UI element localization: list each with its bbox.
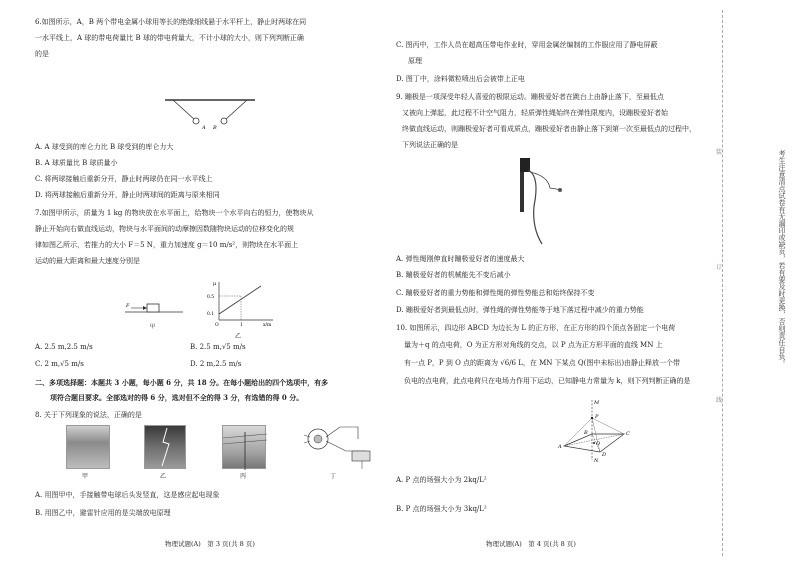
q6-option-d: D. 将两球接触后重新分开，静止时两球间的距离与原来相同	[35, 191, 220, 199]
q8-option-d: D. 图丁中，涂料微粒喷出后会被带上正电	[396, 75, 525, 83]
binding-dashed-line	[722, 10, 723, 556]
q10-label-p: P	[595, 414, 599, 420]
q10-label-o: O	[596, 441, 601, 447]
page-footer-4: 物理试题(A) 第 4 页(共 8 页)	[486, 540, 576, 548]
q7-option-d: D. 2 m,2.5 m/s	[190, 360, 242, 368]
q9-option-d: D. 蹦极爱好者到最低点时，弹性绳的弹性势能等于地下落过程中减少的重力势能	[396, 306, 644, 314]
q6-line: 6.如图所示，A，B 两个带电金属小球用等长的绝缘细线悬于水平杆上，静止时两球在同	[35, 18, 307, 26]
q6-option-b: B. A 球质量比 B 球质量小	[35, 159, 118, 167]
q10-option-a: A. P 点的场强大小为 2kq/L²	[396, 476, 487, 484]
q7-line: 运动的最大距离和最大速度分别是	[35, 257, 140, 265]
q10-line: 10. 如图所示，四边形 ABCD 为边长为 L 的正方形，在正方形的四个顶点各固定一个电荷	[396, 324, 676, 332]
q7-label-1: 1	[240, 323, 243, 328]
photo-yi-lightning	[144, 425, 186, 469]
q8-option-c: C. 图丙中，工作人员在超高压带电作业时，穿用金属丝编制的工作服应用了静电屏蔽	[396, 41, 658, 49]
binding-mark-xian: 线	[716, 397, 723, 404]
q6-figure	[165, 98, 255, 132]
q7-line: 7.如图甲所示，质量为 1 kg 的物块放在水平面上，给物块一个水平向右的恒力，使物块从	[35, 209, 314, 217]
q8-option-a: A. 用图甲中，手接触带电球后头发竖直，这是感应起电现象	[35, 491, 220, 499]
q10-label-n: N	[594, 458, 599, 464]
q7-label-yi: 乙	[235, 333, 242, 340]
q9-option-b: B. 蹦极爱好者的机械能先不变后减小	[396, 271, 511, 279]
q9-line: 又被向上弹起，此过程不计空气阻力，轻质弹性绳始终在弹性限度内，设蹦极爱好者始	[402, 109, 668, 117]
q7-option-b: B. 2.5 m,√5 m/s	[190, 343, 246, 351]
q7-label-mu: μ	[213, 281, 217, 287]
photo-jia	[66, 425, 110, 469]
q8-option-b: B. 用图乙中，避雷针应用的是尖端放电原理	[35, 509, 171, 517]
q7-option-a: A. 2.5 m,2.5 m/s	[35, 343, 93, 351]
q7-option-c: C. 2 m,√5 m/s	[35, 360, 84, 368]
section-2-heading: 项符合题目要求。全部选对的得 6 分，选对但不全的得 3 分，有选错的得 0 分。	[50, 393, 304, 402]
q7-figure-jia	[125, 298, 185, 330]
q7-label-o: O	[215, 323, 219, 328]
q9-option-a: A. 弹性绳刚伸直时蹦极爱好者的速度最大	[396, 255, 525, 263]
q6-option-a: A. A 球受到的库仑力比 B 球受到的库仑力大	[35, 143, 174, 151]
q10-line: 量为＋q 的点电荷，O 为正方形对角线的交点，以 P 点为正方形平面的直线 MN 上	[404, 341, 663, 349]
q9-option-c: C. 蹦极爱好者的重力势能和弹性绳的弹性势能总和始终保持不变	[396, 289, 595, 297]
q8-label-jia: 甲	[82, 473, 89, 480]
q6-label-a: A	[202, 125, 206, 131]
q7-label-05: 0.5	[207, 295, 215, 300]
photo-ding-diagram	[296, 423, 378, 473]
q9-line: 下列说法正确的是	[402, 141, 458, 149]
q9-bungee-figure	[520, 156, 568, 246]
section-2-heading: 二、多项选择题：本题共 3 小题，每小题 6 分，共 18 分。在每小题给出的四个选项中，有多	[35, 378, 329, 387]
q8-label-ding: 丁	[330, 473, 337, 480]
page-footer-3: 物理试题(A) 第 3 页(共 8 页)	[165, 540, 255, 548]
q7-figure-yi	[205, 280, 275, 332]
exam-notice: 考生注意清点试卷有无漏印或缺页，若有要及时更换，否则责任自负。	[778, 150, 786, 367]
q9-line: 终做直线运动，则蹦极爱好者可看成质点，蹦极爱好者由静止落下到第一次至最低点的过程中，	[402, 125, 696, 133]
q10-line: 有一点 P，P 到 O 点的距离为 √6/6 L，在 MN 下某点 Q(图中未标出)由静止释放一个带	[404, 359, 681, 367]
q10-option-b: B. P 点的场强大小为 3kq/L²	[396, 505, 487, 513]
q6-line: 一水平线上，A 球的带电荷量比 B 球的带电荷量大，不计小球的大小，则下列判断正确	[35, 34, 304, 42]
q7-line: 静止开始向右做直线运动，物块与水平面间的动摩擦因数随物块运动的位移变化的规	[35, 225, 294, 233]
q7-label-f: F	[126, 303, 130, 309]
q8-label-bing: 丙	[240, 473, 247, 480]
q6-line: 的是	[35, 50, 49, 58]
q7-label-x: x/m	[263, 323, 272, 328]
q9-line: 9. 蹦极是一项深受年轻人喜爱的极限运动。蹦极爱好者在跳台上由静止落下，至最低点	[396, 93, 664, 101]
q10-line: 负电的点电荷，此点电荷只在电场力作用下运动，已知静电力常量为 k，则下列判断正确的是	[404, 377, 691, 385]
page-4	[390, 0, 723, 566]
q10-label-m: M	[594, 400, 600, 406]
q7-line: 律如图乙所示，若推力的大小 F＝5 N，重力加速度 g＝10 m/s²，则物块在水平面上	[35, 241, 299, 249]
q6-option-c: C. 将两球接触后重新分开，静止时两球仍在同一水平线上	[35, 175, 213, 183]
q10-figure	[550, 396, 640, 464]
photo-bing	[222, 425, 266, 469]
q10-label-a: A	[558, 444, 562, 450]
q10-label-d: D	[602, 452, 607, 458]
q8-label-yi: 乙	[160, 473, 167, 480]
q7-label-01: 0.1	[207, 312, 215, 317]
q6-label-b: B	[213, 125, 217, 131]
q8-option-c-cont: 原理	[408, 57, 422, 65]
binding-mark-zhuang: 装	[716, 149, 723, 156]
q10-label-c: C	[626, 431, 630, 437]
q8-stem: 8. 关于下列现象的说法，正确的是	[35, 411, 142, 419]
q10-label-b: B	[584, 430, 588, 436]
q7-label-jia: 甲	[150, 324, 156, 330]
binding-mark-ding: 订	[716, 264, 723, 271]
